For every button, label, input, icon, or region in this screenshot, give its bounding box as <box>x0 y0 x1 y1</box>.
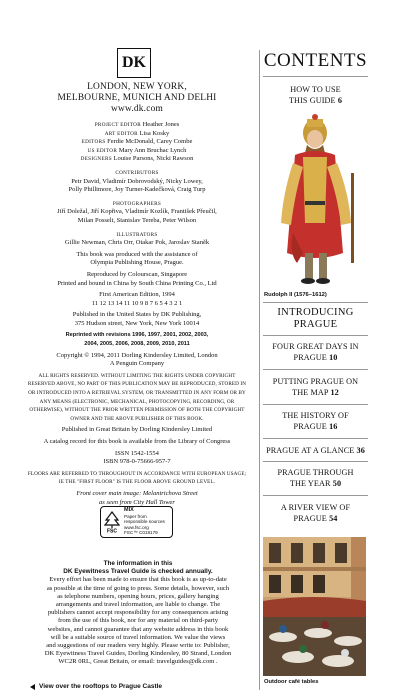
fsc-tree-icon-svg <box>104 511 120 533</box>
arrow-left-icon <box>30 684 35 690</box>
credit-line: Gillie Newman, Chris Orr, Otakar Pok, Jaroslav Staněk <box>64 239 210 247</box>
credit-section-label: PHOTOGRAPHERS <box>112 200 162 207</box>
credits-block <box>12 121 262 507</box>
credit-section-label: ILLUSTRATORS <box>116 231 158 238</box>
divider <box>263 76 368 77</box>
credit-line: Printed and bound in China by South China Printing Co., Ltd <box>57 279 217 287</box>
credit-line: Jiří Doležal, Jiří Kopřiva, Vladimír Kozlík, František Přeučil, <box>57 208 217 216</box>
copyright-line: A Penguin Company <box>109 360 165 368</box>
divider <box>263 302 368 303</box>
info-line: from the use of this book, nor for any material on third-party <box>57 617 219 625</box>
reprint-line: Reprinted with revisions 1996, 1997, 2001, 2002, 2003, <box>65 332 209 339</box>
credit-line: Reproduced by Colourscan, Singapore <box>86 270 188 278</box>
info-line: and suggestions of our readers very highly. Please write to: Publisher, <box>46 642 230 650</box>
credit-line: US EDITOR Mary Ann Bruchac Lynch <box>87 146 187 154</box>
cover-credit: Front cover main image: Melantrichova Street <box>76 489 198 497</box>
toc-item-how-to-use[interactable]: HOW TO USE THIS GUIDE 6 <box>288 85 343 105</box>
cover-credit: as seen from City Hall Tower <box>99 498 175 506</box>
rights-line: RESERVED ABOVE, NO PART OF THIS PUBLICATION MAY BE REPRODUCED, STORED IN <box>27 381 247 388</box>
section-heading-introducing-prague[interactable]: INTRODUCING PRAGUE <box>277 307 354 330</box>
info-line: WC2R 0RL, Great Britain, or email: travelguides@dk.com . <box>58 658 218 666</box>
fsc-tree-icon <box>103 510 121 534</box>
rights-line: OWNER AND THE ABOVE PUBLISHER OF THIS BOOK. <box>70 415 204 422</box>
issn: ISSN 1542-1554 <box>115 449 159 457</box>
info-heading: The information in this <box>103 560 173 567</box>
info-line: websites, and cannot guarantee that any website address in this book <box>47 625 229 633</box>
info-line: will be a suitable source of travel information. We value the views <box>50 633 226 641</box>
credit-line: 375 Hudson street, New York, New York 10014 <box>74 319 200 327</box>
rights-line: ALL RIGHTS RESERVED. WITHOUT LIMITING THE RIGHTS UNDER COPYRIGHT <box>38 372 236 379</box>
toc-item-at-a-glance[interactable]: PRAGUE AT A GLANCE 36 <box>266 446 365 455</box>
dk-logo: DK <box>117 48 151 78</box>
floors-note: IE THE "FIRST FLOOR" IS THE FLOOR ABOVE GROUND LEVEL. <box>58 479 216 486</box>
rights-line: OR INTRODUCED INTO A RETRIEVAL SYSTEM, OR TRANSMITTED IN ANY FORM OR BY <box>28 390 246 397</box>
credit-line: DESIGNERS Louise Parsons, Nicki Rawson <box>80 155 194 163</box>
credit-line: EDITORS Ferdie McDonald, Carey Combe <box>81 138 193 146</box>
reprint-line: 2004, 2005, 2006, 2008, 2009, 2010, 2011 <box>84 341 190 348</box>
cafe-photo-image <box>263 537 366 676</box>
copyright-line: Copyright © 1994, 2011 Dorling Kindersley Limited, London <box>56 351 218 359</box>
rights-line: ANY MEANS (ELECTRONIC, MECHANICAL, PHOTOCOPYING, RECORDING, OR <box>39 398 235 405</box>
toc-item-four-great-days[interactable]: FOUR GREAT DAYS IN PRAGUE 10 <box>272 342 359 362</box>
info-line: as telephone numbers, opening hours, prices, gallery hanging <box>57 592 219 600</box>
fsc-badge <box>100 506 173 538</box>
credit-line: Published in Great Britain by Dorling Kindersley Limited <box>61 426 213 434</box>
divider <box>263 404 368 405</box>
rudolph-caption: Rudolph II (1576–1612) <box>264 292 327 298</box>
toc-item-through-the-year[interactable]: PRAGUE THROUGH THE YEAR 50 <box>277 468 354 488</box>
floors-note: FLOORS ARE REFERRED TO THROUGHOUT IN ACCORDANCE WITH EUROPEAN USAGE; <box>27 470 247 477</box>
credit-line: First American Edition, 1994 <box>99 291 175 299</box>
publisher-block <box>18 82 256 115</box>
rights-line: OTHERWISE), WITHOUT THE PRIOR WRITTEN PERMISSION OF BOTH THE COPYRIGHT <box>29 407 245 414</box>
credit-line: This book was produced with the assistance of <box>76 250 198 258</box>
info-heading: DK Eyewitness Travel Guide is checked annually. <box>63 568 213 576</box>
divider <box>263 335 368 336</box>
cities-line: LONDON, NEW YORK, <box>87 82 187 92</box>
info-line: as possible at the time of going to press. Some details, however, such <box>46 584 230 592</box>
svg-text:FSC: FSC <box>107 528 117 533</box>
cities-line: MELBOURNE, MUNICH AND DELHI <box>57 93 217 103</box>
credit-line: Polly Phillimore, Joy Turner-Kadečková, Craig Turp <box>68 186 206 194</box>
credit-line: Published in the United States by DK Publishing, <box>72 311 202 319</box>
toc-item-river-view[interactable]: A RIVER VIEW OF PRAGUE 54 <box>280 503 351 523</box>
info-line: Every effort has been made to ensure that this book is as up-to-date <box>49 576 227 584</box>
credit-line: ART EDITOR Lisa Kosky <box>104 129 170 137</box>
contents-title: CONTENTS <box>263 50 368 71</box>
rudolph-portrait-image <box>263 113 368 288</box>
info-line: arrangements and travel information, are liable to change. The <box>55 601 221 609</box>
publisher-url[interactable]: www.dk.com <box>111 104 163 114</box>
credit-line: 11 12 13 14 11 10 9 8 7 6 5 4 3 2 1 <box>91 299 183 307</box>
column-divider <box>259 50 260 690</box>
credit-line: Petr David, Vladimír Dobrovodský, Nicky Lowey, <box>71 177 203 185</box>
credit-line: Milan Posselt, Stanislav Tereba, Peter Wilson <box>77 216 197 224</box>
divider <box>263 495 368 496</box>
footer-caption: View over the rooftops to Prague Castle <box>30 683 162 690</box>
fsc-text: MIX Paper from responsible sources www.fsc.org FSC™ C018179 <box>124 507 165 536</box>
info-notice <box>27 560 249 667</box>
toc-item-putting-prague-on-map[interactable]: PUTTING PRAGUE ON THE MAP 12 <box>272 377 359 397</box>
info-line: publishers cannot accept responsibility for any consequences arising <box>47 609 229 617</box>
credit-line: Olympia Publishing House, Prague. <box>90 259 184 267</box>
cafe-caption: Outdoor café tables <box>264 679 319 685</box>
divider <box>263 369 368 370</box>
credit-line: PROJECT EDITOR Heather Jones <box>94 121 180 128</box>
toc-item-history[interactable]: THE HISTORY OF PRAGUE 16 <box>282 411 349 431</box>
isbn: ISBN 978-0-75666-957-7 <box>103 458 171 466</box>
divider <box>263 461 368 462</box>
info-line: DK Eyewitness Travel Guides, Dorling Kindersley, 80 Strand, London <box>44 650 232 658</box>
credit-line: A catalog record for this book is available from the Library of Congress <box>43 438 231 445</box>
divider <box>263 438 368 439</box>
credit-section-label: CONTRIBUTORS <box>115 169 159 176</box>
